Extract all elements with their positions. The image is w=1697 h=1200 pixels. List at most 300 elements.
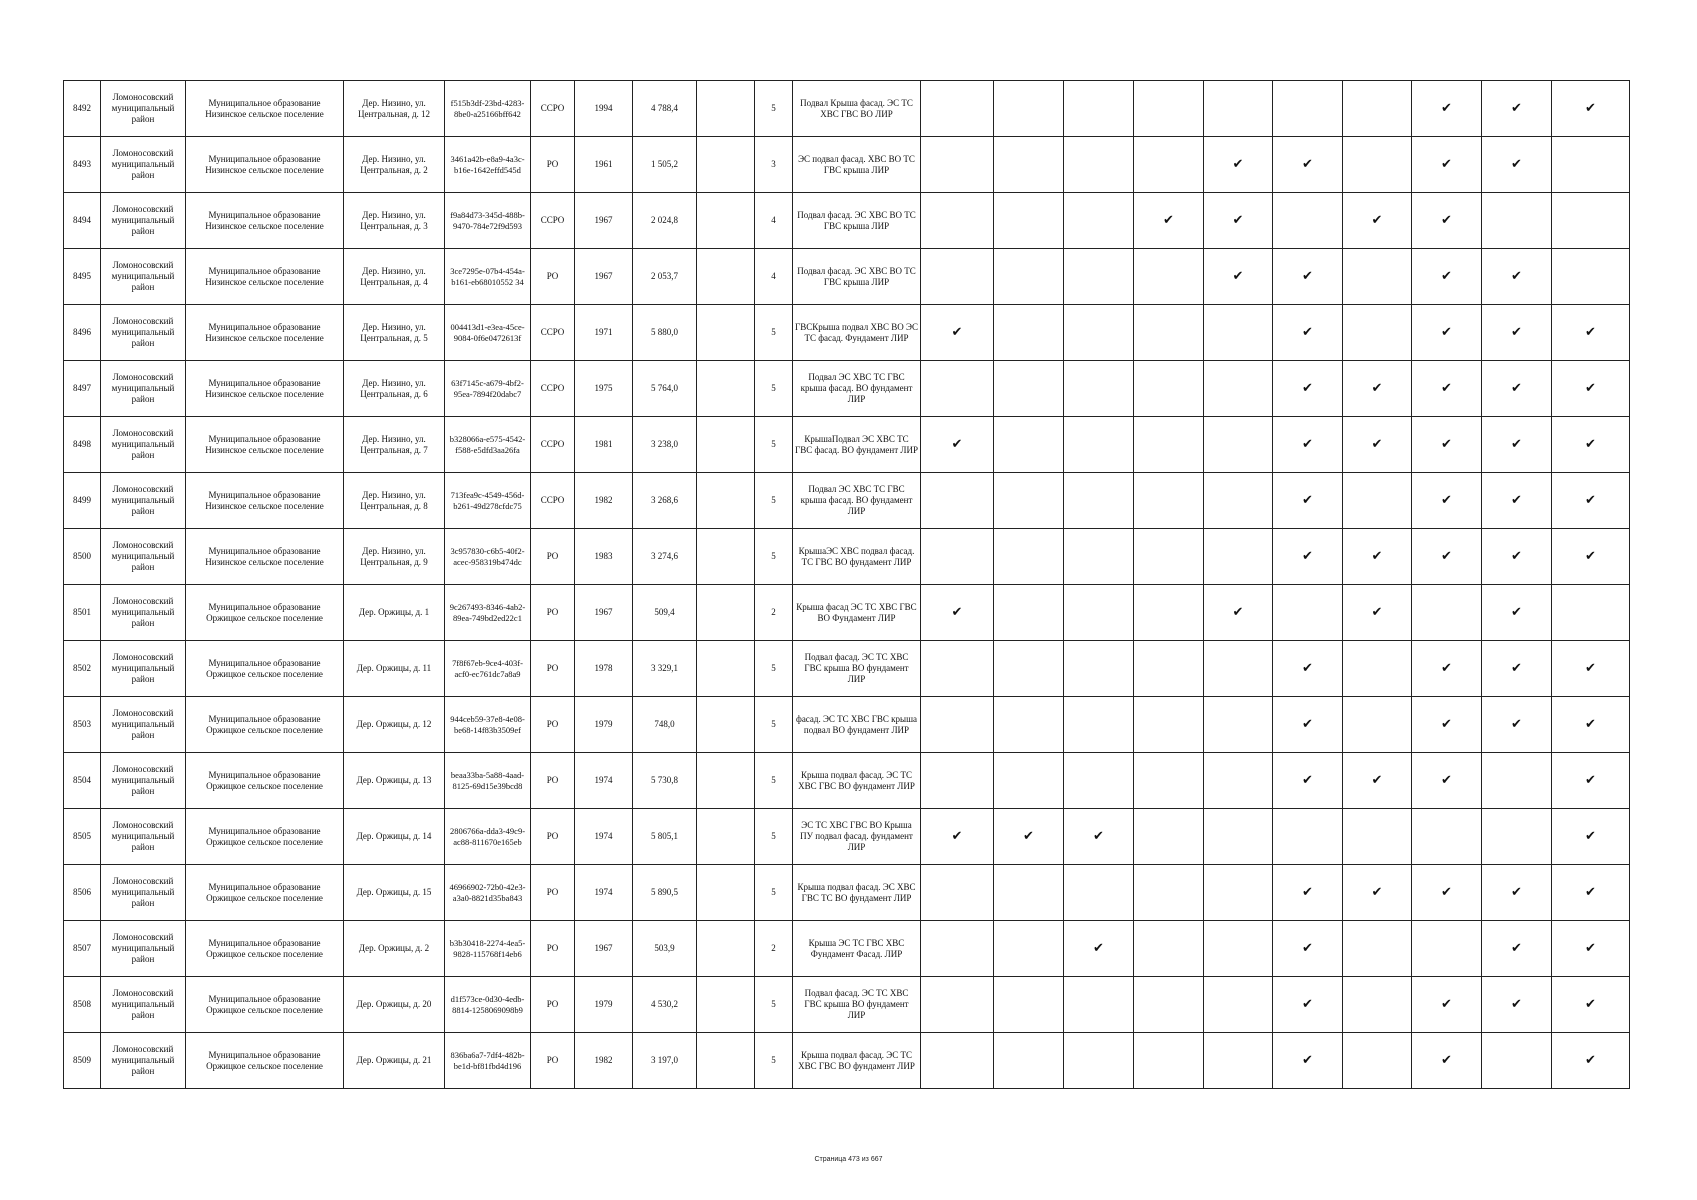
area-cell: 5 890,5 bbox=[633, 865, 697, 921]
check-icon: ✔ bbox=[1273, 249, 1343, 305]
municipality-cell: Муниципальное образование Низинское сельское поселение bbox=[186, 193, 344, 249]
blank-cell bbox=[697, 809, 755, 865]
empty-check-cell bbox=[1134, 1033, 1204, 1089]
check-icon: ✔ bbox=[1482, 529, 1552, 585]
row-number: 8504 bbox=[64, 753, 101, 809]
empty-check-cell bbox=[1343, 809, 1412, 865]
check-icon: ✔ bbox=[1064, 809, 1134, 865]
empty-check-cell bbox=[1273, 81, 1343, 137]
municipality-cell: Муниципальное образование Оржицкое сельское поселение bbox=[186, 697, 344, 753]
year-cell: 1974 bbox=[575, 865, 633, 921]
empty-check-cell bbox=[1134, 585, 1204, 641]
empty-check-cell bbox=[1064, 417, 1134, 473]
check-icon: ✔ bbox=[1482, 137, 1552, 193]
row-number: 8505 bbox=[64, 809, 101, 865]
check-icon: ✔ bbox=[1552, 865, 1630, 921]
address-cell: Дер. Низино, ул. Центральная, д. 5 bbox=[344, 305, 445, 361]
empty-check-cell bbox=[1552, 585, 1630, 641]
blank-cell bbox=[697, 417, 755, 473]
empty-check-cell bbox=[1552, 137, 1630, 193]
municipality-cell: Муниципальное образование Оржицкое сельское поселение bbox=[186, 1033, 344, 1089]
year-cell: 1967 bbox=[575, 193, 633, 249]
row-number: 8494 bbox=[64, 193, 101, 249]
area-cell: 4 530,2 bbox=[633, 977, 697, 1033]
check-icon: ✔ bbox=[1412, 865, 1482, 921]
empty-check-cell bbox=[1482, 1033, 1552, 1089]
blank-cell bbox=[697, 81, 755, 137]
term-cell: 5 bbox=[755, 361, 793, 417]
empty-check-cell bbox=[1064, 305, 1134, 361]
method-cell: РО bbox=[531, 809, 575, 865]
blank-cell bbox=[697, 865, 755, 921]
empty-check-cell bbox=[1412, 921, 1482, 977]
table-row bbox=[64, 753, 1630, 809]
row-number: 8498 bbox=[64, 417, 101, 473]
empty-check-cell bbox=[1064, 753, 1134, 809]
empty-check-cell bbox=[1343, 249, 1412, 305]
method-cell: РО bbox=[531, 529, 575, 585]
check-icon: ✔ bbox=[1412, 697, 1482, 753]
check-icon: ✔ bbox=[1412, 1033, 1482, 1089]
empty-check-cell bbox=[1273, 809, 1343, 865]
area-cell: 748,0 bbox=[633, 697, 697, 753]
area-cell: 5 805,1 bbox=[633, 809, 697, 865]
check-icon: ✔ bbox=[1482, 697, 1552, 753]
municipality-cell: Муниципальное образование Низинское сельское поселение bbox=[186, 305, 344, 361]
works-cell: ЭС ТС ХВС ГВС ВО Крыша ПУ подвал фасад. фундамент ЛИР bbox=[793, 809, 921, 865]
blank-cell bbox=[697, 361, 755, 417]
year-cell: 1967 bbox=[575, 249, 633, 305]
check-icon: ✔ bbox=[1412, 137, 1482, 193]
empty-check-cell bbox=[1343, 473, 1412, 529]
works-cell: Подвал фасад. ЭС ТС ХВС ГВС крыша ВО фундамент ЛИР bbox=[793, 977, 921, 1033]
empty-check-cell bbox=[1204, 809, 1273, 865]
municipality-cell: Муниципальное образование Низинское сельское поселение bbox=[186, 81, 344, 137]
check-icon: ✔ bbox=[1482, 865, 1552, 921]
works-cell: Подвал фасад. ЭС ХВС ВО ТС ГВС крыша ЛИР bbox=[793, 193, 921, 249]
method-cell: РО bbox=[531, 977, 575, 1033]
guid-cell: 2806766a-dda3-49c9-ac88-811670e165eb bbox=[445, 809, 531, 865]
check-icon: ✔ bbox=[1482, 473, 1552, 529]
area-cell: 1 505,2 bbox=[633, 137, 697, 193]
check-icon: ✔ bbox=[994, 809, 1064, 865]
empty-check-cell bbox=[921, 361, 994, 417]
table-row bbox=[64, 697, 1630, 753]
method-cell: ССРО bbox=[531, 305, 575, 361]
check-icon: ✔ bbox=[921, 809, 994, 865]
municipality-cell: Муниципальное образование Оржицкое сельское поселение bbox=[186, 865, 344, 921]
empty-check-cell bbox=[921, 193, 994, 249]
term-cell: 5 bbox=[755, 865, 793, 921]
empty-check-cell bbox=[1064, 585, 1134, 641]
district-cell: Ломоносовский муниципальный район bbox=[101, 641, 186, 697]
check-icon: ✔ bbox=[921, 305, 994, 361]
year-cell: 1978 bbox=[575, 641, 633, 697]
check-icon: ✔ bbox=[1412, 473, 1482, 529]
empty-check-cell bbox=[1204, 305, 1273, 361]
municipality-cell: Муниципальное образование Оржицкое сельское поселение bbox=[186, 641, 344, 697]
empty-check-cell bbox=[1204, 529, 1273, 585]
area-cell: 3 268,6 bbox=[633, 473, 697, 529]
district-cell: Ломоносовский муниципальный район bbox=[101, 977, 186, 1033]
row-number: 8500 bbox=[64, 529, 101, 585]
empty-check-cell bbox=[1343, 305, 1412, 361]
address-cell: Дер. Оржицы, д. 13 bbox=[344, 753, 445, 809]
empty-check-cell bbox=[1134, 473, 1204, 529]
check-icon: ✔ bbox=[1412, 529, 1482, 585]
empty-check-cell bbox=[921, 529, 994, 585]
empty-check-cell bbox=[1412, 585, 1482, 641]
empty-check-cell bbox=[1134, 921, 1204, 977]
year-cell: 1981 bbox=[575, 417, 633, 473]
works-cell: КрышаЭС ХВС подвал фасад. ТС ГВС ВО фундамент ЛИР bbox=[793, 529, 921, 585]
method-cell: ССРО bbox=[531, 473, 575, 529]
empty-check-cell bbox=[994, 641, 1064, 697]
empty-check-cell bbox=[994, 137, 1064, 193]
area-cell: 503,9 bbox=[633, 921, 697, 977]
empty-check-cell bbox=[1134, 81, 1204, 137]
empty-check-cell bbox=[1064, 697, 1134, 753]
empty-check-cell bbox=[1064, 865, 1134, 921]
method-cell: РО bbox=[531, 641, 575, 697]
area-cell: 3 238,0 bbox=[633, 417, 697, 473]
check-icon: ✔ bbox=[1343, 193, 1412, 249]
table-row bbox=[64, 305, 1630, 361]
check-icon: ✔ bbox=[1273, 865, 1343, 921]
check-icon: ✔ bbox=[1482, 361, 1552, 417]
check-icon: ✔ bbox=[921, 417, 994, 473]
guid-cell: beaa33ba-5a88-4aad-8125-69d15e39bcd8 bbox=[445, 753, 531, 809]
term-cell: 5 bbox=[755, 753, 793, 809]
row-number: 8509 bbox=[64, 1033, 101, 1089]
empty-check-cell bbox=[1552, 193, 1630, 249]
empty-check-cell bbox=[1204, 417, 1273, 473]
empty-check-cell bbox=[921, 921, 994, 977]
check-icon: ✔ bbox=[1552, 697, 1630, 753]
empty-check-cell bbox=[1343, 697, 1412, 753]
table-row bbox=[64, 641, 1630, 697]
guid-cell: f515b3df-23bd-4283-8be0-a25166bff642 bbox=[445, 81, 531, 137]
year-cell: 1979 bbox=[575, 697, 633, 753]
check-icon: ✔ bbox=[1134, 193, 1204, 249]
guid-cell: b328066a-e575-4542-f588-e5dfd3aa26fa bbox=[445, 417, 531, 473]
year-cell: 1961 bbox=[575, 137, 633, 193]
empty-check-cell bbox=[1064, 529, 1134, 585]
method-cell: РО bbox=[531, 865, 575, 921]
address-cell: Дер. Низино, ул. Центральная, д. 12 bbox=[344, 81, 445, 137]
empty-check-cell bbox=[1343, 977, 1412, 1033]
check-icon: ✔ bbox=[1204, 249, 1273, 305]
empty-check-cell bbox=[1204, 753, 1273, 809]
row-number: 8502 bbox=[64, 641, 101, 697]
check-icon: ✔ bbox=[1482, 417, 1552, 473]
guid-cell: 713fea9c-4549-456d-b261-49d278cfdc75 bbox=[445, 473, 531, 529]
table-row bbox=[64, 529, 1630, 585]
empty-check-cell bbox=[1064, 81, 1134, 137]
area-cell: 2 053,7 bbox=[633, 249, 697, 305]
term-cell: 4 bbox=[755, 249, 793, 305]
year-cell: 1974 bbox=[575, 809, 633, 865]
method-cell: РО bbox=[531, 753, 575, 809]
district-cell: Ломоносовский муниципальный район bbox=[101, 305, 186, 361]
check-icon: ✔ bbox=[1273, 977, 1343, 1033]
municipality-cell: Муниципальное образование Низинское сельское поселение bbox=[186, 417, 344, 473]
guid-cell: 3461a42b-e8a9-4a3c-b16e-1642effd545d bbox=[445, 137, 531, 193]
empty-check-cell bbox=[994, 473, 1064, 529]
row-number: 8496 bbox=[64, 305, 101, 361]
municipality-cell: Муниципальное образование Оржицкое сельское поселение bbox=[186, 809, 344, 865]
empty-check-cell bbox=[921, 697, 994, 753]
year-cell: 1982 bbox=[575, 1033, 633, 1089]
blank-cell bbox=[697, 585, 755, 641]
check-icon: ✔ bbox=[1482, 585, 1552, 641]
district-cell: Ломоносовский муниципальный район bbox=[101, 697, 186, 753]
term-cell: 5 bbox=[755, 977, 793, 1033]
municipality-cell: Муниципальное образование Низинское сельское поселение bbox=[186, 473, 344, 529]
municipality-cell: Муниципальное образование Оржицкое сельское поселение bbox=[186, 753, 344, 809]
check-icon: ✔ bbox=[1412, 361, 1482, 417]
method-cell: РО bbox=[531, 697, 575, 753]
empty-check-cell bbox=[994, 529, 1064, 585]
check-icon: ✔ bbox=[1552, 977, 1630, 1033]
check-icon: ✔ bbox=[1552, 529, 1630, 585]
check-icon: ✔ bbox=[1343, 753, 1412, 809]
blank-cell bbox=[697, 249, 755, 305]
term-cell: 2 bbox=[755, 921, 793, 977]
term-cell: 5 bbox=[755, 417, 793, 473]
check-icon: ✔ bbox=[1273, 417, 1343, 473]
check-icon: ✔ bbox=[1552, 305, 1630, 361]
blank-cell bbox=[697, 529, 755, 585]
method-cell: ССРО bbox=[531, 361, 575, 417]
empty-check-cell bbox=[994, 585, 1064, 641]
page-counter: Страница 473 из 667 bbox=[814, 1156, 883, 1163]
method-cell: ССРО bbox=[531, 193, 575, 249]
district-cell: Ломоносовский муниципальный район bbox=[101, 753, 186, 809]
empty-check-cell bbox=[994, 865, 1064, 921]
blank-cell bbox=[697, 697, 755, 753]
term-cell: 5 bbox=[755, 81, 793, 137]
check-icon: ✔ bbox=[1482, 305, 1552, 361]
district-cell: Ломоносовский муниципальный район bbox=[101, 361, 186, 417]
address-cell: Дер. Оржицы, д. 1 bbox=[344, 585, 445, 641]
works-cell: Крыша ЭС ТС ГВС ХВС Фундамент Фасад. ЛИР bbox=[793, 921, 921, 977]
area-cell: 2 024,8 bbox=[633, 193, 697, 249]
empty-check-cell bbox=[1134, 249, 1204, 305]
empty-check-cell bbox=[1343, 1033, 1412, 1089]
empty-check-cell bbox=[1273, 193, 1343, 249]
table-row bbox=[64, 81, 1630, 137]
check-icon: ✔ bbox=[1273, 697, 1343, 753]
year-cell: 1979 bbox=[575, 977, 633, 1033]
empty-check-cell bbox=[1064, 641, 1134, 697]
check-icon: ✔ bbox=[1273, 641, 1343, 697]
method-cell: РО bbox=[531, 921, 575, 977]
method-cell: РО bbox=[531, 249, 575, 305]
address-cell: Дер. Низино, ул. Центральная, д. 2 bbox=[344, 137, 445, 193]
address-cell: Дер. Оржицы, д. 20 bbox=[344, 977, 445, 1033]
check-icon: ✔ bbox=[1482, 641, 1552, 697]
term-cell: 5 bbox=[755, 305, 793, 361]
check-icon: ✔ bbox=[1412, 417, 1482, 473]
empty-check-cell bbox=[921, 753, 994, 809]
row-number: 8497 bbox=[64, 361, 101, 417]
empty-check-cell bbox=[994, 417, 1064, 473]
empty-check-cell bbox=[1204, 473, 1273, 529]
empty-check-cell bbox=[1064, 1033, 1134, 1089]
empty-check-cell bbox=[1482, 809, 1552, 865]
table-row bbox=[64, 137, 1630, 193]
row-number: 8508 bbox=[64, 977, 101, 1033]
area-cell: 5 764,0 bbox=[633, 361, 697, 417]
check-icon: ✔ bbox=[1552, 809, 1630, 865]
empty-check-cell bbox=[1134, 977, 1204, 1033]
district-cell: Ломоносовский муниципальный район bbox=[101, 865, 186, 921]
empty-check-cell bbox=[1204, 977, 1273, 1033]
empty-check-cell bbox=[994, 921, 1064, 977]
check-icon: ✔ bbox=[1204, 585, 1273, 641]
table-row bbox=[64, 249, 1630, 305]
empty-check-cell bbox=[1064, 249, 1134, 305]
table-row bbox=[64, 193, 1630, 249]
empty-check-cell bbox=[1343, 921, 1412, 977]
blank-cell bbox=[697, 753, 755, 809]
check-icon: ✔ bbox=[1273, 305, 1343, 361]
check-icon: ✔ bbox=[1552, 921, 1630, 977]
row-number: 8501 bbox=[64, 585, 101, 641]
guid-cell: 836ba6a7-7df4-482b-be1d-bf81fbd4d196 bbox=[445, 1033, 531, 1089]
housing-table bbox=[63, 80, 1630, 1089]
guid-cell: 3ce7295e-07b4-454a-b161-eb68010552 34 bbox=[445, 249, 531, 305]
method-cell: РО bbox=[531, 585, 575, 641]
blank-cell bbox=[697, 193, 755, 249]
check-icon: ✔ bbox=[1552, 81, 1630, 137]
term-cell: 5 bbox=[755, 473, 793, 529]
term-cell: 5 bbox=[755, 809, 793, 865]
address-cell: Дер. Оржицы, д. 15 bbox=[344, 865, 445, 921]
address-cell: Дер. Низино, ул. Центральная, д. 7 bbox=[344, 417, 445, 473]
municipality-cell: Муниципальное образование Оржицкое сельское поселение bbox=[186, 921, 344, 977]
check-icon: ✔ bbox=[1273, 361, 1343, 417]
empty-check-cell bbox=[1134, 417, 1204, 473]
address-cell: Дер. Оржицы, д. 11 bbox=[344, 641, 445, 697]
table-row bbox=[64, 585, 1630, 641]
empty-check-cell bbox=[921, 1033, 994, 1089]
works-cell: КрышаПодвал ЭС ХВС ТС ГВС фасад. ВО фундамент ЛИР bbox=[793, 417, 921, 473]
works-cell: Подвал Крыша фасад. ЭС ТС ХВС ГВС ВО ЛИР bbox=[793, 81, 921, 137]
municipality-cell: Муниципальное образование Оржицкое сельское поселение bbox=[186, 977, 344, 1033]
municipality-cell: Муниципальное образование Низинское сельское поселение bbox=[186, 529, 344, 585]
guid-cell: b3b30418-2274-4ea5-9828-115768f14eb6 bbox=[445, 921, 531, 977]
check-icon: ✔ bbox=[921, 585, 994, 641]
check-icon: ✔ bbox=[1064, 921, 1134, 977]
empty-check-cell bbox=[1134, 809, 1204, 865]
empty-check-cell bbox=[921, 865, 994, 921]
year-cell: 1975 bbox=[575, 361, 633, 417]
check-icon: ✔ bbox=[1204, 137, 1273, 193]
row-number: 8499 bbox=[64, 473, 101, 529]
empty-check-cell bbox=[921, 977, 994, 1033]
table-row bbox=[64, 865, 1630, 921]
empty-check-cell bbox=[1204, 1033, 1273, 1089]
row-number: 8492 bbox=[64, 81, 101, 137]
district-cell: Ломоносовский муниципальный район bbox=[101, 473, 186, 529]
check-icon: ✔ bbox=[1273, 753, 1343, 809]
method-cell: ССРО bbox=[531, 81, 575, 137]
empty-check-cell bbox=[921, 473, 994, 529]
year-cell: 1994 bbox=[575, 81, 633, 137]
address-cell: Дер. Оржицы, д. 21 bbox=[344, 1033, 445, 1089]
empty-check-cell bbox=[1482, 753, 1552, 809]
check-icon: ✔ bbox=[1412, 249, 1482, 305]
empty-check-cell bbox=[1204, 921, 1273, 977]
district-cell: Ломоносовский муниципальный район bbox=[101, 81, 186, 137]
empty-check-cell bbox=[994, 193, 1064, 249]
works-cell: Крыша подвал фасад. ЭС ХВС ГВС ТС ВО фундамент ЛИР bbox=[793, 865, 921, 921]
empty-check-cell bbox=[1343, 641, 1412, 697]
district-cell: Ломоносовский муниципальный район bbox=[101, 1033, 186, 1089]
table-row bbox=[64, 977, 1630, 1033]
works-cell: ЭС подвал фасад. ХВС ВО ТС ГВС крыша ЛИР bbox=[793, 137, 921, 193]
term-cell: 5 bbox=[755, 641, 793, 697]
check-icon: ✔ bbox=[1412, 977, 1482, 1033]
empty-check-cell bbox=[1204, 865, 1273, 921]
empty-check-cell bbox=[1204, 697, 1273, 753]
method-cell: ССРО bbox=[531, 417, 575, 473]
address-cell: Дер. Низино, ул. Центральная, д. 3 bbox=[344, 193, 445, 249]
area-cell: 4 788,4 bbox=[633, 81, 697, 137]
check-icon: ✔ bbox=[1412, 641, 1482, 697]
method-cell: РО bbox=[531, 137, 575, 193]
empty-check-cell bbox=[994, 249, 1064, 305]
check-icon: ✔ bbox=[1412, 753, 1482, 809]
address-cell: Дер. Оржицы, д. 14 bbox=[344, 809, 445, 865]
municipality-cell: Муниципальное образование Оржицкое сельское поселение bbox=[186, 585, 344, 641]
empty-check-cell bbox=[1134, 697, 1204, 753]
district-cell: Ломоносовский муниципальный район bbox=[101, 809, 186, 865]
check-icon: ✔ bbox=[1273, 137, 1343, 193]
guid-cell: 63f7145c-a679-4bf2-95ea-7894f20dabc7 bbox=[445, 361, 531, 417]
works-cell: Подвал ЭС ХВС ТС ГВС крыша фасад. ВО фундамент ЛИР bbox=[793, 361, 921, 417]
empty-check-cell bbox=[994, 697, 1064, 753]
empty-check-cell bbox=[921, 641, 994, 697]
empty-check-cell bbox=[1134, 753, 1204, 809]
check-icon: ✔ bbox=[1482, 249, 1552, 305]
check-icon: ✔ bbox=[1482, 921, 1552, 977]
works-cell: Подвал фасад. ЭС ХВС ВО ТС ГВС крыша ЛИР bbox=[793, 249, 921, 305]
table-row bbox=[64, 809, 1630, 865]
table-row bbox=[64, 361, 1630, 417]
blank-cell bbox=[697, 1033, 755, 1089]
empty-check-cell bbox=[994, 305, 1064, 361]
method-cell: РО bbox=[531, 1033, 575, 1089]
year-cell: 1967 bbox=[575, 921, 633, 977]
check-icon: ✔ bbox=[1552, 1033, 1630, 1089]
empty-check-cell bbox=[1134, 305, 1204, 361]
check-icon: ✔ bbox=[1343, 529, 1412, 585]
blank-cell bbox=[697, 921, 755, 977]
year-cell: 1967 bbox=[575, 585, 633, 641]
empty-check-cell bbox=[1204, 361, 1273, 417]
empty-check-cell bbox=[1064, 137, 1134, 193]
empty-check-cell bbox=[1204, 81, 1273, 137]
year-cell: 1982 bbox=[575, 473, 633, 529]
district-cell: Ломоносовский муниципальный район bbox=[101, 585, 186, 641]
guid-cell: 7f8f67eb-9ce4-403f-acf0-ec761dc7a8a9 bbox=[445, 641, 531, 697]
guid-cell: 9c267493-8346-4ab2-89ea-749bd2ed22c1 bbox=[445, 585, 531, 641]
works-cell: Крыша подвал фасад. ЭС ТС ХВС ГВС ВО фундамент ЛИР bbox=[793, 753, 921, 809]
address-cell: Дер. Оржицы, д. 12 bbox=[344, 697, 445, 753]
